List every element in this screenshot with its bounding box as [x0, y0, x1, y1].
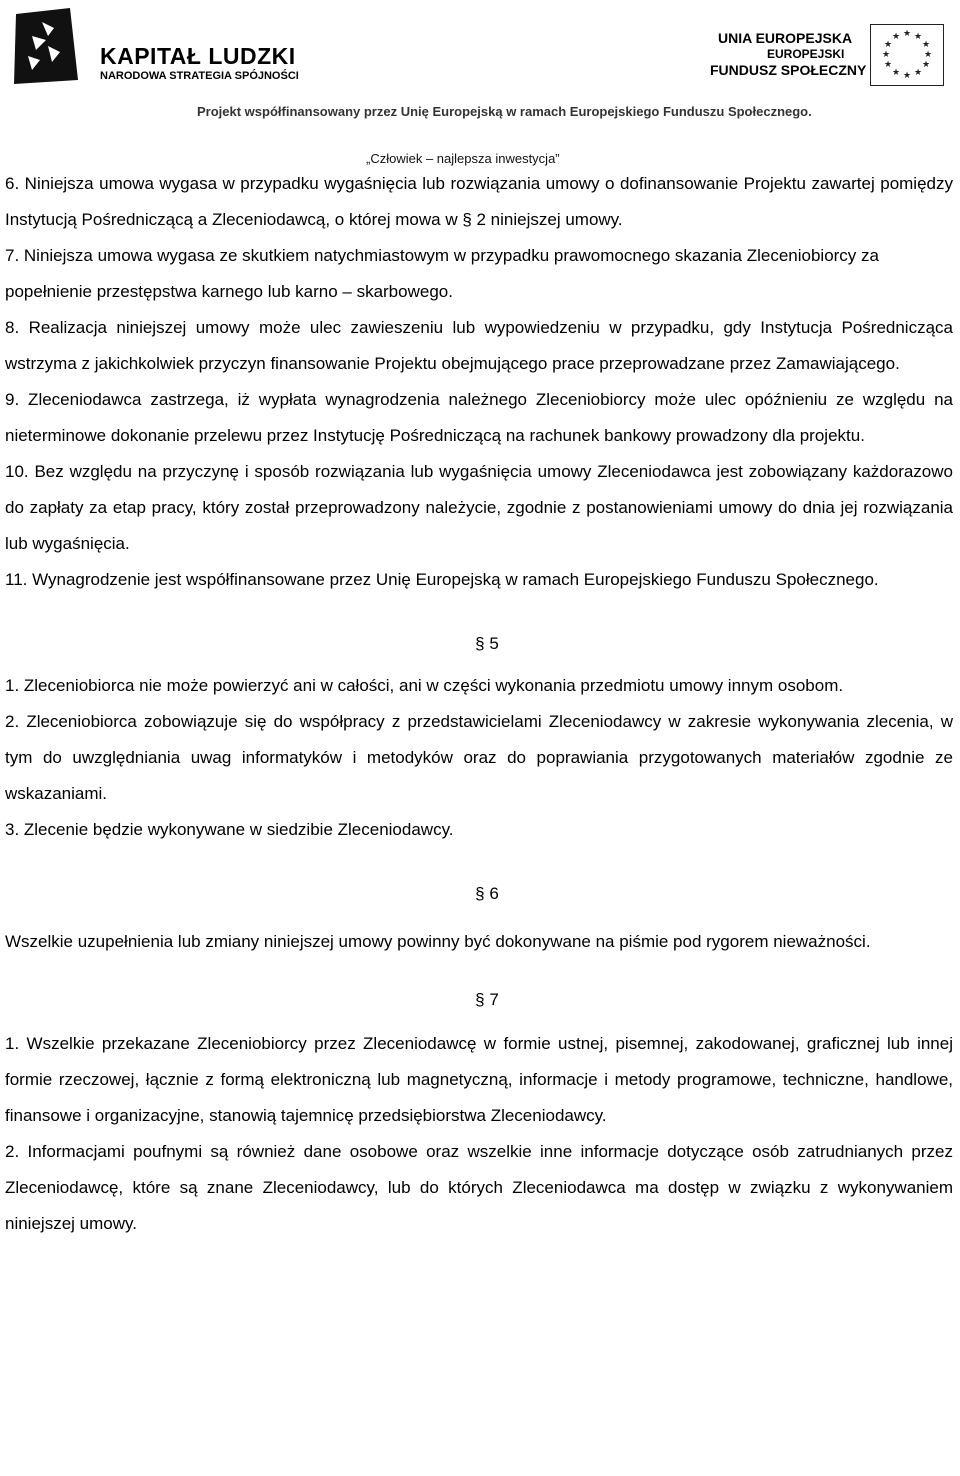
paragraph: 9. Zleceniodawca zastrzega, iż wypłata wynagrodzenia należnego Zleceniobiorcy może ulec opóźnieniu ze względu na nieterminowe dokonanie przelewu przez Instytucję Pośredniczącą na rachunek bankowy prowadzony dla projektu.: [5, 390, 953, 445]
paragraph: Wszelkie uzupełnienia lub zmiany niniejszej umowy powinny być dokonywane na piśmie pod rygorem nieważności.: [5, 932, 871, 951]
paragraph: 1. Wszelkie przekazane Zleceniobiorcy przez Zleceniodawcę w formie ustnej, pisemnej, zakodowanej, graficznej lub innej formie rzeczowej, łącznie z formą elektroniczną lub magnetyczną, informacje i metody programowe, techniczne, handlowe, finansowe i organizacyjne, stanowią tajemnicę przedsiębiorstwa Zleceniodawcy.: [5, 1034, 953, 1125]
svg-text:★: ★: [891, 32, 901, 42]
paragraph: 2. Zleceniobiorca zobowiązuje się do współpracy z przedstawicielami Zleceniodawcy w zakresie wykonywania zlecenia, w tym do uwzględniania uwag informatyków i metodyków oraz do poprawiania przygotowanych materiałów zgodnie ze wskazaniami.: [5, 712, 953, 803]
eu-line-2: EUROPEJSKI: [767, 47, 845, 61]
svg-text:★: ★: [913, 32, 923, 42]
paragraph: 3. Zlecenie będzie wykonywane w siedzibie Zleceniodawcy.: [5, 820, 454, 839]
svg-text:★: ★: [913, 68, 923, 78]
svg-text:★: ★: [891, 68, 901, 78]
svg-text:★: ★: [883, 40, 893, 50]
document-body: [5, 166, 953, 1242]
svg-text:★: ★: [921, 40, 931, 50]
eu-line-3: FUNDUSZ SPOŁECZNY: [710, 62, 867, 78]
paragraph: 6. Niniejsza umowa wygasa w przypadku wygaśnięcia lub rozwiązania umowy o dofinansowanie Projektu zawartej pomiędzy Instytucją Pośredniczącą a Zleceniodawcą, o której mowa w § 2 niniejszej umowy.: [5, 174, 953, 229]
paragraph: 11. Wynagrodzenie jest współfinansowane przez Unię Europejską w ramach Europejskiego Funduszu Społecznego.: [5, 570, 879, 589]
eu-logo: [690, 4, 952, 88]
paragraph: 8. Realizacja niniejszej umowy może ulec zawieszeniu lub wypowiedzeniu w przypadku, gdy Instytucja Pośrednicząca wstrzyma z jakichkolwiek przyczyn finansowanie Projektu obejmującego prace przeprowadzane przez Zamawiającego.: [5, 318, 953, 373]
kapital-ludzki-emblem-icon: [8, 6, 88, 86]
motto: „Człowiek – najlepsza inwestycja”: [366, 151, 560, 166]
svg-text:★: ★: [902, 29, 912, 39]
svg-text:★: ★: [902, 71, 912, 81]
eu-line-1: UNIA EUROPEJSKA: [718, 30, 853, 46]
paragraph: 2. Informacjami poufnymi są również dane osobowe oraz wszelkie inne informacje dotyczące osób zatrudnianych przez Zleceniodawcę, które są znane Zleceniodawcy, lub do których Zleceniodawca ma dostęp w związku z wykonywaniem niniejszej umowy.: [5, 1142, 953, 1233]
kapital-ludzki-logo: [8, 6, 298, 86]
paragraph: 10. Bez względu na przyczynę i sposób rozwiązania lub wygaśnięcia umowy Zleceniodawca jest zobowiązany każdorazowo do zapłaty za etap pracy, który został przeprowadzony należycie, zgodnie z postanowieniami umowy do dnia jej rozwiązania lub wygaśnięcia.: [5, 462, 953, 553]
svg-text:★: ★: [923, 50, 933, 60]
eu-flag-stars-icon: [870, 24, 944, 86]
section-heading-7: § 7: [475, 990, 499, 1009]
cofinancing-note: Projekt współfinansowany przez Unię Europejską w ramach Europejskiego Funduszu Społecznego.: [197, 104, 812, 119]
kapital-ludzki-subtitle: NARODOWA STRATEGIA SPÓJNOŚCI: [100, 70, 299, 82]
kapital-ludzki-title: KAPITAŁ LUDZKI: [100, 43, 296, 69]
svg-text:★: ★: [883, 60, 893, 70]
page-header: [0, 0, 960, 175]
section-heading-6: § 6: [475, 884, 499, 903]
svg-text:★: ★: [881, 50, 891, 60]
section-heading-5: § 5: [475, 634, 499, 653]
svg-text:★: ★: [921, 60, 931, 70]
paragraph: 7. Niniejsza umowa wygasa ze skutkiem natychmiastowym w przypadku prawomocnego skazania Zleceniobiorcy za popełnienie przestępstwa karnego lub karno – skarbowego.: [5, 246, 879, 301]
paragraph: 1. Zleceniobiorca nie może powierzyć ani w całości, ani w części wykonania przedmiotu umowy innym osobom.: [5, 676, 844, 695]
